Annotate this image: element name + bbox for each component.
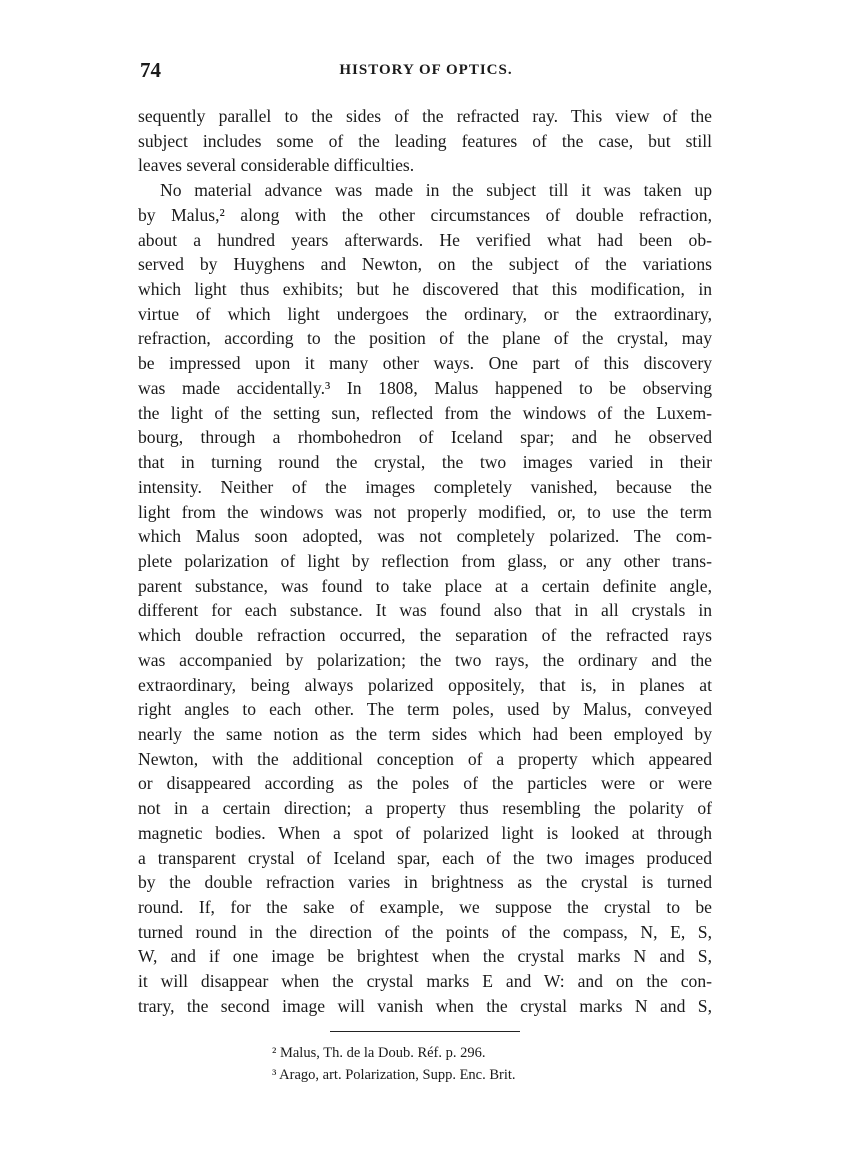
text-line: was made accidentally.³ In 1808, Malus happened to be observing [138, 377, 712, 398]
text-line: it will disappear when the crystal marks E and W: and on the con- [138, 971, 712, 992]
text-line: which double refraction occurred, the separation of the refracted rays [138, 625, 712, 646]
text-line: virtue of which light undergoes the ordinary, or the extraordinary, [138, 303, 712, 324]
text-line: turned round in the direction of the points of the compass, N, E, S, [138, 921, 712, 942]
text-line: Newton, with the additional conception of a property which appeared [138, 748, 712, 769]
text-line: leaves several considerable difficulties. [138, 155, 415, 176]
footnote-rule [330, 1031, 520, 1032]
text-line: trary, the second image will vanish when the crystal marks N and S, [138, 995, 712, 1016]
text-line: served by Huyghens and Newton, on the subject of the variations [138, 254, 712, 275]
text-line: that in turning round the crystal, the two images varied in their [138, 452, 712, 473]
text-line: light from the windows was not properly modified, or, to use the term [138, 501, 712, 522]
text-line: about a hundred years afterwards. He verified what had been ob- [138, 229, 712, 250]
text-line: be impressed upon it many other ways. One part of this discovery [138, 353, 712, 374]
text-line: plete polarization of light by reflection from glass, or any other trans- [138, 550, 712, 571]
text-line: not in a certain direction; a property thus resembling the polarity of [138, 798, 712, 819]
text-line: by Malus,² along with the other circumstances of double refraction, [138, 204, 712, 225]
text-line: which Malus soon adopted, was not completely polarized. The com- [138, 526, 712, 547]
footnote: ² Malus, Th. de la Doub. Réf. p. 296. [272, 1045, 486, 1061]
body-text [138, 104, 712, 1019]
text-line: subject includes some of the leading features of the case, but still [138, 130, 712, 151]
text-line: intensity. Neither of the images completely vanished, because the [138, 476, 712, 497]
page-number: 74 [140, 58, 161, 82]
text-line: magnetic bodies. When a spot of polarized light is looked at through [138, 822, 712, 843]
text-line: refraction, according to the position of the plane of the crystal, may [138, 328, 712, 349]
text-line: right angles to each other. The term poles, used by Malus, conveyed [138, 699, 712, 720]
footnotes [272, 1042, 632, 1086]
text-line: a transparent crystal of Iceland spar, each of the two images produced [138, 847, 712, 868]
text-line: No material advance was made in the subject till it was taken up [160, 180, 712, 201]
text-line: the light of the setting sun, reflected from the windows of the Luxem- [138, 402, 712, 423]
text-line: or disappeared according as the poles of the particles were or were [138, 773, 712, 794]
text-line: which light thus exhibits; but he discovered that this modification, in [138, 279, 712, 300]
text-line: round. If, for the sake of example, we suppose the crystal to be [138, 897, 712, 917]
text-line: was accompanied by polarization; the two rays, the ordinary and the [138, 649, 712, 670]
page-header [140, 58, 712, 88]
text-line: by the double refraction varies in brightness as the crystal is turned [138, 872, 712, 893]
text-line: different for each substance. It was found also that in all crystals in [138, 600, 712, 621]
text-line: bourg, through a rhombohedron of Iceland spar; and he observed [138, 427, 712, 448]
text-line: nearly the same notion as the term sides which had been employed by [138, 723, 712, 744]
text-line: extraordinary, being always polarized oppositely, that is, in planes at [138, 674, 712, 695]
text-line: W, and if one image be brightest when the crystal marks N and S, [138, 946, 712, 967]
footnote: ³ Arago, art. Polarization, Supp. Enc. Brit. [272, 1067, 516, 1083]
text-line: parent substance, was found to take place at a certain definite angle, [138, 575, 712, 596]
running-head: HISTORY OF OPTICS. [339, 62, 513, 78]
text-line: sequently parallel to the sides of the refracted ray. This view of the [138, 106, 712, 126]
